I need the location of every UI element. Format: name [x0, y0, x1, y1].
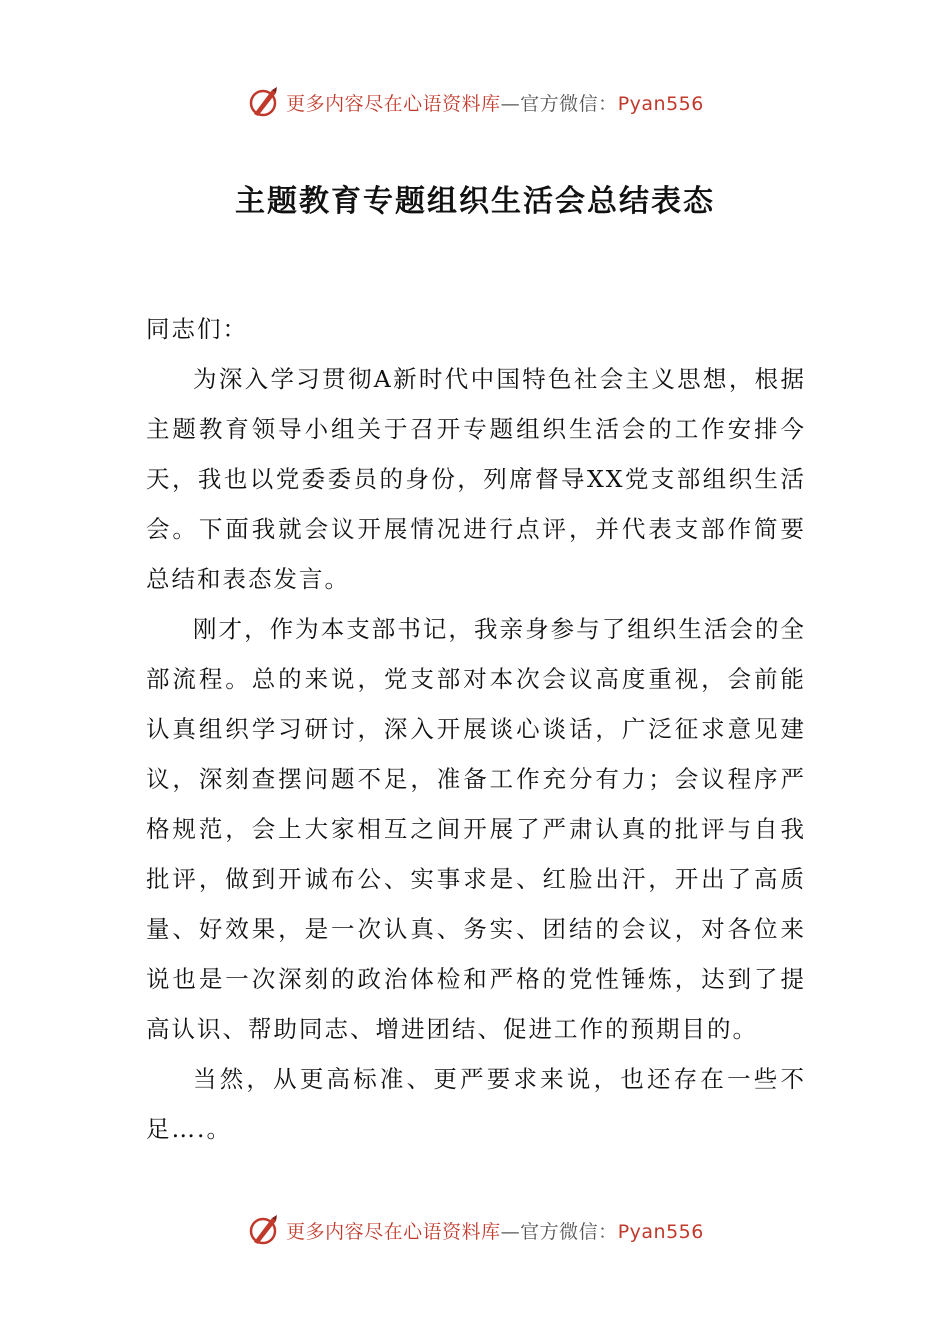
paragraph-1: 为深入学习贯彻A新时代中国特色社会主义思想，根据主题教育领导小组关于召开专题组织生活会的工作安排今天，我也以党委委员的身份，列席督导XX党支部组织生活会。下面我就会议开展情况进行点评，并代表支部作简要总结和表态发言。 — [146, 365, 806, 593]
header-watermark — [0, 82, 950, 122]
pen-logo-icon — [246, 84, 282, 120]
document-body — [146, 304, 806, 1154]
watermark-text: 更多内容尽在心语资料库—官方微信：Pyan556 — [286, 92, 704, 115]
document-title: 主题教育专题组织生活会总结表态 — [235, 184, 715, 219]
pen-logo-icon — [246, 1212, 282, 1248]
paragraph-3: 当然，从更高标准、更严要求来说，也还存在一些不足….。 — [146, 1065, 806, 1143]
greeting: 同志们： — [146, 315, 248, 343]
paragraph-2: 刚才，作为本支部书记，我亲身参与了组织生活会的全部流程。总的来说，党支部对本次会议高度重视，会前能认真组织学习研讨，深入开展谈心谈话，广泛征求意见建议，深刻查摆问题不足，准备工作充分有力；会议程序严格规范，会上大家相互之间开展了严肃认真的批评与自我批评，做到开诚布公、实事求是、红脸出汗，开出了高质量、好效果，是一次认真、务实、团结的会议，对各位来说也是一次深刻的政治体检和严格的党性锤炼，达到了提高认识、帮助同志、增进团结、促进工作的预期目的。 — [146, 615, 806, 1043]
footer-watermark — [0, 1210, 950, 1250]
watermark-text: 更多内容尽在心语资料库—官方微信：Pyan556 — [286, 1220, 704, 1243]
